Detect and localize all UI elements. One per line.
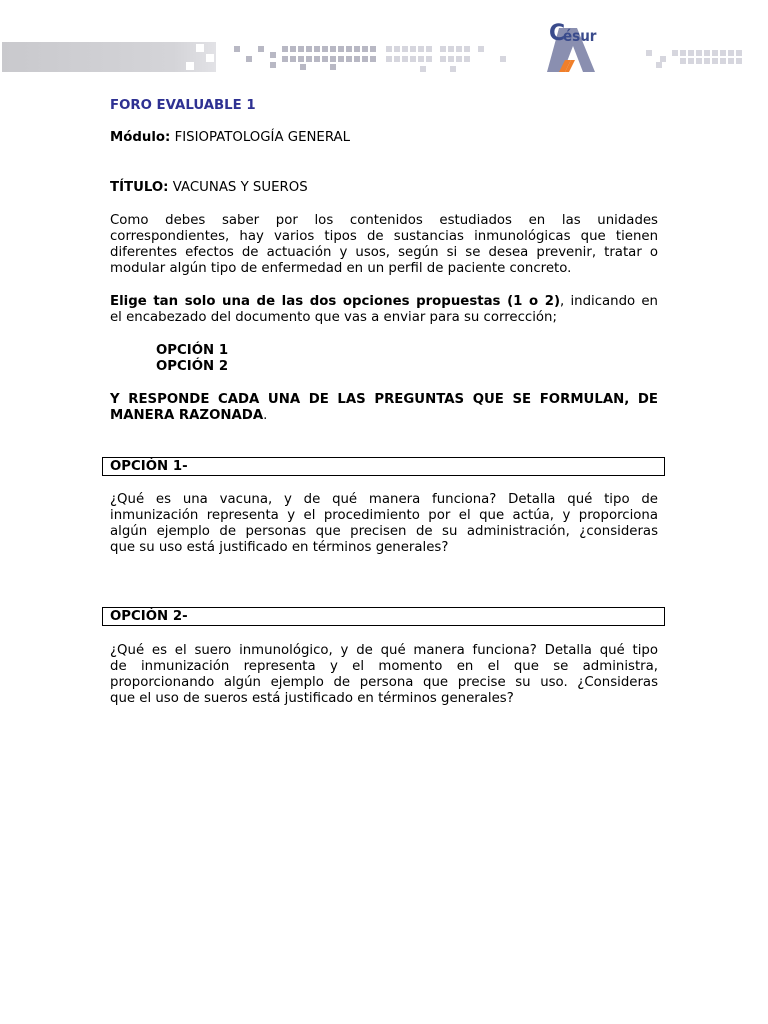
modulo-label: Módulo: — [110, 130, 171, 145]
elige-rest: , indicando en — [560, 294, 658, 309]
foro-title: FORO EVALUABLE 1 — [110, 98, 256, 113]
opcion1-line: algún ejemplo de personas que precisen de su administración, ¿consideras — [110, 524, 658, 539]
intro-line: Como debes saber por los contenidos estudiados en las unidades — [110, 213, 658, 228]
responde-paragraph — [110, 392, 658, 424]
elige-bold: Elige tan solo una de las dos opciones propuestas (1 o 2) — [110, 294, 561, 309]
opcion2-heading-box: OPCIÓN 2- — [102, 607, 665, 626]
responde-bold: MANERA RAZONADA — [110, 408, 264, 423]
modulo-value: FISIOPATOLOGÍA GENERAL — [174, 130, 351, 145]
titulo-label: TÍTULO: — [110, 180, 169, 195]
elige-line — [110, 294, 658, 310]
opcion2-paragraph — [110, 643, 658, 707]
header-band-bar — [2, 42, 216, 72]
opcion1-paragraph — [110, 492, 658, 556]
titulo-line — [110, 180, 658, 196]
opcion-list-item: OPCIÓN 1 — [156, 343, 229, 358]
header-banner — [0, 0, 768, 90]
svg-text:ésur: ésur — [563, 27, 597, 45]
svg-text:C: C — [549, 21, 566, 46]
elige-line: el encabezado del documento que vas a enviar para su corrección; — [110, 310, 557, 325]
responde-line: Y RESPONDE CADA UNA DE LAS PREGUNTAS QUE SE FORMULAN, DE — [110, 392, 658, 407]
intro-line: diferentes efectos de actuación y usos, según si se desea prevenir, tratar o — [110, 245, 658, 260]
cesur-logo — [541, 14, 611, 74]
opcion2-line: ¿Qué es el suero inmunológico, y de qué manera funciona? Detalla qué tipo — [110, 643, 658, 658]
opcion1-line: que su uso está justificado en términos generales? — [110, 540, 449, 555]
titulo-value: VACUNAS Y SUEROS — [172, 180, 308, 195]
header-pixel-pattern-left — [234, 46, 376, 70]
opcion2-line: proporcionando algún ejemplo de persona que precise su uso. ¿Consideras — [110, 675, 658, 690]
opcion2-line: de inmunización representa y el momento en el que se administra, — [110, 659, 658, 674]
responde-line — [110, 408, 658, 424]
elige-paragraph — [110, 294, 658, 326]
opcion-list-item: OPCIÓN 2 — [156, 359, 229, 374]
modulo-line — [110, 130, 658, 146]
intro-line: modular algún tipo de enfermedad en un perfil de paciente concreto. — [110, 261, 572, 276]
header-pixel-pattern-right — [646, 50, 742, 68]
opcion1-line: inmunización representa y el procedimiento por el que actúa, y proporciona — [110, 508, 658, 523]
intro-paragraph — [110, 213, 658, 277]
opcion2-line: que el uso de sueros está justificado en términos generales? — [110, 691, 514, 706]
responde-rest: . — [263, 408, 268, 423]
opcion1-line: ¿Qué es una vacuna, y de qué manera funciona? Detalla qué tipo de — [110, 492, 658, 507]
intro-line: correspondientes, hay varios tipos de sustancias inmunológicas que tienen — [110, 229, 658, 244]
opcion1-heading-box: OPCIÓN 1- — [102, 457, 665, 476]
